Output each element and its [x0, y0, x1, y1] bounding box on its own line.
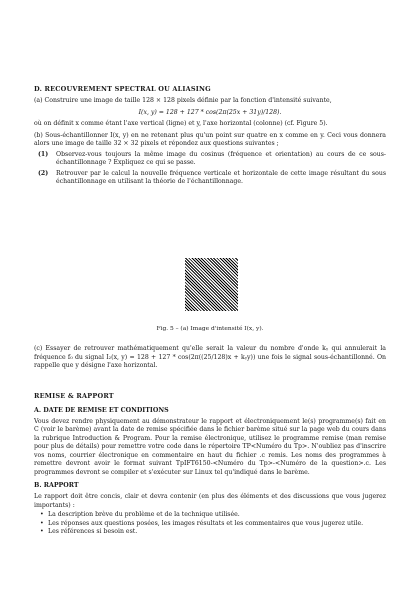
part-a-text: (a) Construire une image de taille 128 × 128 pixels définie par la fonction d'intensité suivante,: [34, 96, 332, 104]
part-c-block: [34, 345, 386, 371]
rapport-intro-text: Le rapport doit être concis, clair et devra contenir (en plus des éléments et des discussions que vous jugerez importants) :: [34, 493, 386, 509]
figure-caption: Fig. 5 – (a) Image d'intensité I(x, y).: [156, 326, 264, 332]
question-text: Retrouver par le calcul la nouvelle fréquence verticale et horizontale de cette image résultant du sous échantillonnage en utilisant la théorie de l'échantillonnage.: [56, 169, 386, 186]
remise-section: [34, 392, 386, 537]
part-c-text: (c) Essayer de retrouver mathématiquement qu'elle serait la valeur du nombre d'onde kᵧ qui annulerait la fréquence f₀ du signal I₂(x, y) = 128 + 127 * cos(2π((25/128)x + kᵧy)) une fois le signal sous-échantillonné. On rappelle que y désigne l'axe horizontal.: [34, 345, 386, 370]
aliasing-pattern-image: [185, 258, 238, 311]
intensity-equation: I(x, y) = 128 + 127 * cos(2π(25x + 31y)/128).: [138, 108, 282, 116]
rapport-bullet-list: [34, 511, 386, 537]
question-item: [34, 170, 386, 187]
axis-definition-text: où on définit x comme étant l'axe vertical (ligne) et y, l'axe horizontal (colonne) (cf. Figure 5).: [34, 120, 328, 128]
list-item: • La description brève du problème et de la technique utilisée.: [48, 511, 386, 520]
question-list: [34, 151, 386, 187]
question-number: (1): [38, 150, 49, 158]
list-item: • Les réponses aux questions posées, les images résultats et les commentaires que vous jugerez utile.: [48, 520, 386, 529]
remise-subheading-b: B. RAPPORT: [34, 482, 79, 490]
part-b-text: (b) Sous-échantillonner I(x, y) en ne retenant plus qu'un point sur quatre en x comme en y. Ceci vous donnera alors une image de taille 32 × 32 pixels et répondez aux questions suivantes ;: [34, 131, 386, 148]
question-text: Observez-vous toujours la même image du cosinus (fréquence et orientation) au cours de ce sous-échantillonnage ? Expliquez ce qui se passe.: [56, 150, 386, 167]
question-item: [34, 151, 386, 168]
section-d: [34, 85, 386, 189]
remise-subheading-a: A. DATE DE REMISE ET CONDITIONS: [34, 406, 169, 414]
section-d-heading: D. RECOUVREMENT SPECTRAL OU ALIASING: [34, 85, 211, 93]
question-number: (2): [38, 169, 49, 177]
figure-caption-block: [34, 325, 386, 333]
list-item: • Les références si besoin est.: [48, 528, 386, 537]
remise-heading: REMISE & RAPPORT: [34, 392, 114, 400]
remise-conditions-text: Vous devez rendre physiquement au démonstrateur le rapport et électroniquement le(s) programme(s) fait en C (voir le barème) avant la date de remise spécifiée dans le fichier barème situé sur la page web du cours dans la rubrique Introduction & Program. Pour la remise électronique, utilisez le programme remise (man remise pour plus de détails) pour remettre votre code dans le répertoire TP<Numéro du Tp>. N'oubliez pas d'inscrire vos noms, courrier électronique en commentaire en haut du fichier .c remis. Les noms des programmes à remettre devront avoir le format suivant TpIFT6150-<Numéro du Tp>-<Numéro de la question>.c. Les programmes devront se compiler et s'exécuter sur Linux tel qu'indiqué dans le barème.: [34, 417, 386, 476]
